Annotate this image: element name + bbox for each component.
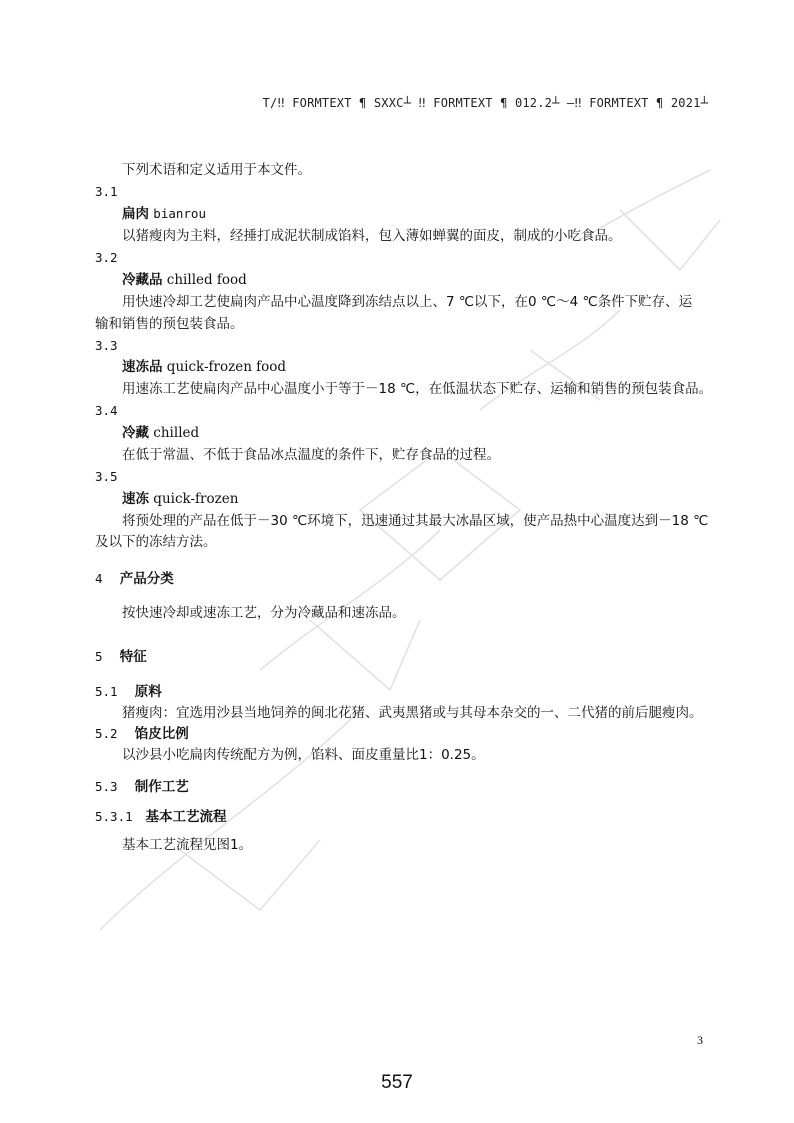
term-definition: 将预处理的产品在低于－30 ℃环境下，迅速通过其最大冰晶区域，使产品热中心温度达到－18 ℃	[122, 513, 709, 529]
section-5-1-text: 猪瘦肉：宜选用沙县当地饲养的闽北花猪、武夷黑猪或与其母本杂交的一、二代猪的前后腿瘦肉。	[122, 705, 703, 721]
term-definition: 以猪瘦肉为主料，经捶打成泥状制成馅料，包入薄如蝉翼的面皮，制成的小吃食品。	[122, 228, 622, 244]
page-number: 3	[697, 1033, 703, 1047]
section-number: 4	[95, 571, 103, 586]
section-title: 原料	[134, 684, 162, 700]
section-5-2-text: 以沙县小吃扁肉传统配方为例，馅料、面皮重量比1：0.25。	[122, 747, 485, 763]
term-definition: 用速冻工艺使扁肉产品中心温度小于等于－18 ℃，在低温状态下贮存、运输和销售的预包装食品。	[122, 381, 713, 397]
term-en: bianrou	[153, 206, 206, 221]
term-definition: 在低于常温、不低于食品冰点温度的条件下，贮存食品的过程。	[122, 447, 500, 463]
term-number: 3.2	[95, 250, 118, 265]
section-title: 制作工艺	[134, 779, 189, 795]
section-number: 5.1	[95, 684, 118, 699]
section-number: 5.3	[95, 779, 118, 794]
term-heading	[122, 271, 247, 289]
term-number: 3.5	[95, 469, 118, 484]
term-zh: 冷藏	[122, 425, 149, 441]
section-4-text: 按快速冷却或速冻工艺，分为冷藏品和速冻品。	[122, 605, 406, 621]
section-5-2-heading	[95, 725, 189, 743]
term-zh: 速冻品	[122, 359, 163, 375]
term-number: 3.4	[95, 403, 118, 418]
section-5-heading	[95, 648, 147, 666]
document-code-header: T/‼ FORMTEXT ¶ SXXC┴ ‼ FORMTEXT ¶ 012.2┴ —‼ FORMTEXT ¶ 2021┴	[262, 96, 708, 110]
term-heading	[122, 358, 286, 376]
term-definition-cont: 输和销售的预包装食品。	[95, 316, 244, 332]
term-en: chilled	[153, 425, 200, 441]
term-en: quick-frozen	[153, 491, 239, 507]
term-en: quick-frozen food	[166, 359, 287, 375]
section-4-heading	[95, 570, 174, 588]
term-en: chilled food	[166, 272, 247, 288]
term-heading	[122, 424, 199, 442]
term-heading	[122, 205, 206, 223]
section-5-3-1-text: 基本工艺流程见图1。	[122, 837, 253, 853]
term-number: 3.1	[95, 184, 118, 199]
section-5-3-1-heading	[95, 808, 227, 826]
section-number: 5.2	[95, 726, 118, 741]
footer-number: 557	[381, 1072, 413, 1093]
section-5-3-heading	[95, 778, 189, 796]
term-definition: 用快速冷却工艺使扁肉产品中心温度降到冻结点以上、7 ℃以下，在0 ℃～4 ℃条件下贮存、运	[122, 294, 693, 310]
section-title: 馅皮比例	[134, 726, 189, 742]
term-heading	[122, 490, 238, 508]
term-zh: 扁肉	[122, 206, 149, 222]
section-number: 5	[95, 649, 103, 664]
term-number: 3.3	[95, 338, 118, 353]
section-title: 基本工艺流程	[145, 809, 227, 825]
section-5-1-heading	[95, 683, 162, 701]
section-title: 产品分类	[119, 571, 174, 587]
term-zh: 速冻	[122, 491, 149, 507]
term-definition-cont: 及以下的冻结方法。	[95, 534, 217, 550]
section-title: 特征	[119, 649, 147, 665]
intro-text: 下列术语和定义适用于本文件。	[122, 162, 311, 178]
term-zh: 冷藏品	[122, 272, 163, 288]
section-number: 5.3.1	[95, 809, 133, 824]
